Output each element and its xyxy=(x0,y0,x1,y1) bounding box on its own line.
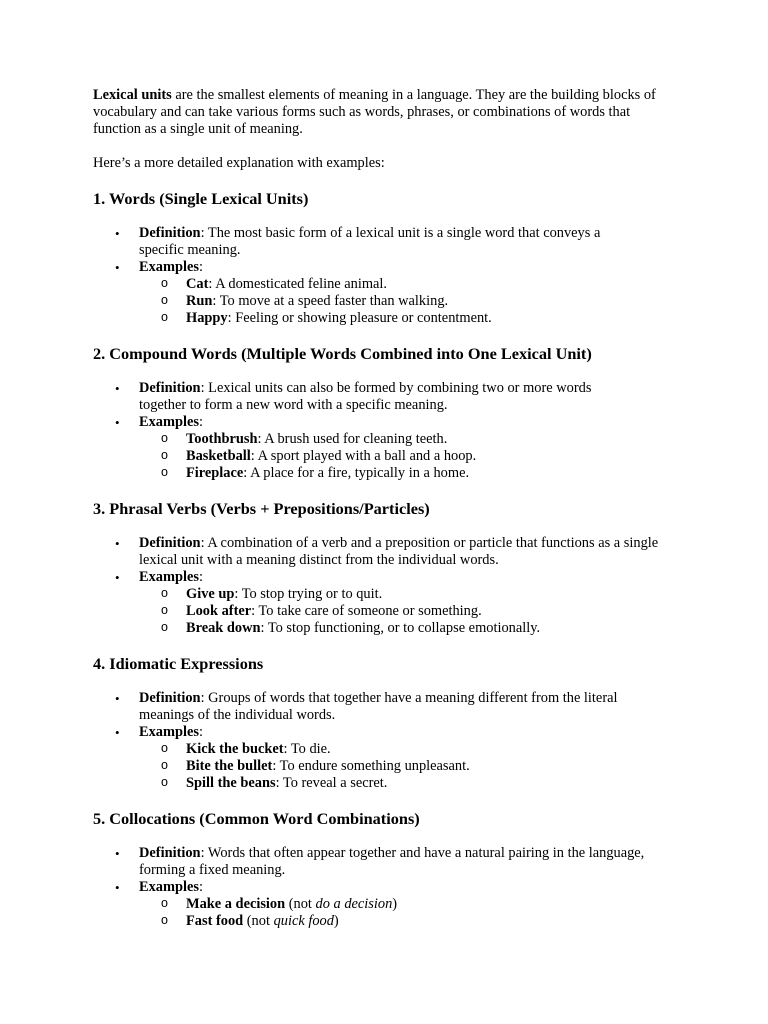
examples-colon: : xyxy=(198,414,203,430)
bullet-list xyxy=(93,535,683,637)
list-item xyxy=(139,448,683,465)
example-term: Look after xyxy=(186,603,252,619)
examples-label: Examples xyxy=(139,724,199,740)
definition-text: : Groups of words that together have a meaning different from the literal meanings of the individual words. xyxy=(139,690,618,723)
section-words xyxy=(93,189,683,326)
example-desc: : A sport played with a ball and a hoop. xyxy=(250,448,477,464)
examples-list xyxy=(139,586,683,637)
bullet-list xyxy=(93,845,683,930)
list-item xyxy=(139,758,683,775)
example-term: Cat xyxy=(186,276,209,292)
list-item xyxy=(139,896,683,913)
bullet-list xyxy=(93,225,683,327)
example-desc: : Feeling or showing pleasure or contentment. xyxy=(227,310,492,326)
definition-text: : Words that often appear together and have a natural pairing in the language, forming a fixed meaning. xyxy=(139,845,645,878)
example-desc: : To die. xyxy=(283,741,331,757)
section-heading: 3. Phrasal Verbs (Verbs + Prepositions/Particles) xyxy=(93,499,430,518)
examples-colon: : xyxy=(198,569,203,585)
example-desc: : To move at a speed faster than walking. xyxy=(212,293,449,309)
definition-label: Definition xyxy=(139,690,201,706)
section-phrasal-verbs xyxy=(93,499,683,636)
example-term: Run xyxy=(186,293,213,309)
examples-colon: : xyxy=(198,259,203,275)
section-heading: 1. Words (Single Lexical Units) xyxy=(93,189,309,208)
section-heading: 5. Collocations (Common Word Combinations) xyxy=(93,809,420,828)
example-desc-post: ) xyxy=(333,913,339,929)
list-item xyxy=(139,913,683,930)
list-item xyxy=(139,310,683,327)
example-desc: : To stop trying or to quit. xyxy=(234,586,383,602)
example-desc: : A brush used for cleaning teeth. xyxy=(257,431,448,447)
example-desc: : To endure something unpleasant. xyxy=(272,758,470,774)
examples-item xyxy=(93,414,683,482)
example-desc-post: ) xyxy=(392,896,398,912)
example-term: Give up xyxy=(186,586,235,602)
list-item xyxy=(139,276,683,293)
examples-label: Examples xyxy=(139,259,199,275)
example-term: Break down xyxy=(186,620,261,636)
example-desc-emphasis: do a decision xyxy=(315,896,393,912)
example-term: Bite the bullet xyxy=(186,758,273,774)
definition-text: : The most basic form of a lexical unit is a single word that conveys a specific meaning. xyxy=(139,225,601,258)
definition-text: : Lexical units can also be formed by combining two or more words together to form a new word with a specific meaning. xyxy=(139,380,592,413)
list-item xyxy=(139,775,683,792)
list-item xyxy=(139,741,683,758)
definition-item xyxy=(93,845,683,879)
examples-list xyxy=(139,431,683,482)
list-item xyxy=(139,431,683,448)
examples-label: Examples xyxy=(139,879,199,895)
examples-list xyxy=(139,741,683,792)
definition-label: Definition xyxy=(139,845,201,861)
definition-item xyxy=(93,690,683,724)
example-term: Make a decision xyxy=(186,896,286,912)
intro-text: are the smallest elements of meaning in a language. They are the building blocks of vocabulary and can take various forms such as words, phrases, or combinations of words that function as a single unit of meaning. xyxy=(93,87,656,137)
examples-colon: : xyxy=(198,879,203,895)
example-term: Kick the bucket xyxy=(186,741,284,757)
example-desc: : To reveal a secret. xyxy=(275,775,388,791)
definition-item xyxy=(93,380,683,414)
section-idiomatic-expressions xyxy=(93,654,683,791)
example-term: Fast food xyxy=(186,913,244,929)
explanation-line: Here’s a more detailed explanation with examples: xyxy=(93,155,385,171)
examples-label: Examples xyxy=(139,414,199,430)
section-collocations xyxy=(93,809,683,929)
example-desc-emphasis: quick food xyxy=(273,913,334,929)
intro-term: Lexical units xyxy=(93,87,172,103)
bullet-list xyxy=(93,380,683,482)
examples-list xyxy=(139,276,683,327)
list-item xyxy=(139,465,683,482)
section-heading: 4. Idiomatic Expressions xyxy=(93,654,264,673)
examples-label: Examples xyxy=(139,569,199,585)
example-term: Spill the beans xyxy=(186,775,276,791)
definition-item xyxy=(93,535,683,569)
section-heading: 2. Compound Words (Multiple Words Combined into One Lexical Unit) xyxy=(93,344,592,363)
intro-paragraph xyxy=(93,87,673,138)
example-desc-pre: (not xyxy=(243,913,274,929)
examples-colon: : xyxy=(198,724,203,740)
example-desc: : To stop functioning, or to collapse emotionally. xyxy=(260,620,541,636)
definition-text: : A combination of a verb and a preposition or particle that functions as a single lexical unit with a meaning distinct from the individual words. xyxy=(139,535,659,568)
example-desc: : A domesticated feline animal. xyxy=(208,276,388,292)
list-item xyxy=(139,293,683,310)
example-desc: : A place for a fire, typically in a home. xyxy=(243,465,470,481)
example-term: Toothbrush xyxy=(186,431,258,447)
list-item xyxy=(139,603,683,620)
definition-label: Definition xyxy=(139,380,201,396)
example-term: Fireplace xyxy=(186,465,244,481)
examples-item xyxy=(93,879,683,930)
examples-item xyxy=(93,569,683,637)
list-item xyxy=(139,586,683,603)
definition-label: Definition xyxy=(139,535,201,551)
list-item xyxy=(139,620,683,637)
definition-item xyxy=(93,225,683,259)
example-term: Happy xyxy=(186,310,228,326)
example-desc-pre: (not xyxy=(285,896,316,912)
examples-item xyxy=(93,259,683,327)
bullet-list xyxy=(93,690,683,792)
definition-label: Definition xyxy=(139,225,201,241)
example-desc: : To take care of someone or something. xyxy=(251,603,482,619)
example-term: Basketball xyxy=(186,448,251,464)
examples-item xyxy=(93,724,683,792)
examples-list xyxy=(139,896,683,930)
section-compound-words xyxy=(93,344,683,481)
